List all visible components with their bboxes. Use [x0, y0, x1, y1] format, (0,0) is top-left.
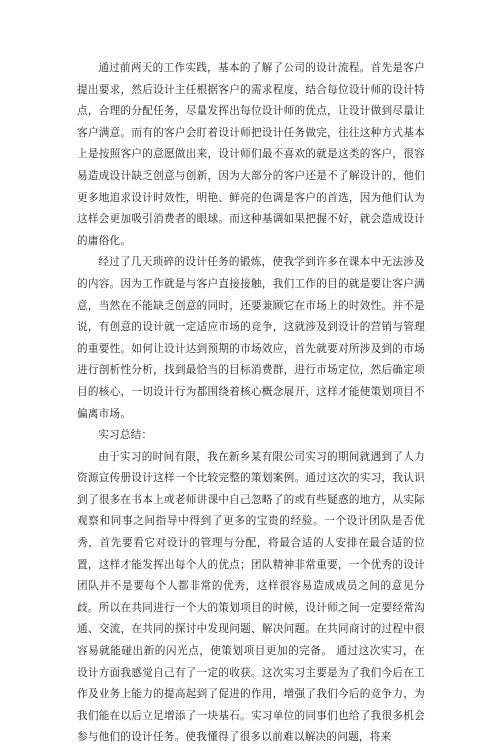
section-heading-internship-summary: 实习总结：: [98, 429, 153, 442]
paragraph-training-experience: 经过了几天琐碎的设计任务的锻炼，使我学到许多在课本中无法涉及的内容。因为工作就是与客户直接接触，我们工作的目的就是要让客户满意，当然在不能缺乏创意的同时，还要兼顾它在市场上的时效性。并不是说，有创意的设计就一定适应市场的竞争，这就涉及到设计的营销与管理的重要性。如何让设计达到预期的市场效应，首先就要对所涉及到的市场进行剖析性分析，找到最恰当的目标消费群，进行市场定位，然后确定项目的核心，一切设计行为都围绕着核心概念展开，这样才能使策划项目不偏离市场。: [77, 256, 425, 420]
paragraph-internship-summary: 由于实习的时间有限，我在新乡某有限公司实习的期间就遇到了人力资源宣传册设计这样一个比较完整的策划案例。通过这次的实习，我认识到了很多在书本上或老师讲课中自己忽略了的或有些疑惑的地方，从实际观察和同事之间指导中得到了更多的宝贵的经验。一个设计团队是否优秀，首先要看它对设计的管理与分配，将最合适的人安排在最合适的位置，这样才能发挥出每个人的优点；团队精神非常重要，一个优秀的设计团队并不是要每个人都非常的优秀，这样很容易造成成员之间的意见分歧。所以在共同进行一个大的策划项目的时候，设计师之间一定要经常沟通、交流，在共同的探讨中发现问题、解决问题。在共同商讨的过程中很容易就能碰出新的闪光点，使策划项目更加的完备。 通过这次实习，在设计方面我感觉自己有了一定的收获。这次实习主要是为了我们今后在工作及业务上能力的提高起到了促进的作用，增强了我们今后的竞争力，为我们能在以后立足增添了一块基石。实习单位的同事们也给了我很多机会参与他们的设计任务。使我懂得了很多以前难以解决的问题，将来: [77, 450, 425, 744]
document-page: [77, 58, 425, 749]
paragraph-design-workflow: 通过前两天的工作实践，基本的了解了公司的设计流程。首先是客户提出要求，然后设计主任根据客户的需求程度，结合每位设计师的设计特点，合理的分配任务，尽量发挥出每位设计师的优点，让设计做到尽量让客户满意。而有的客户会盯着设计师把设计任务做完，往往这种方式基本上是按照客户的意愿做出来，设计师们最不喜欢的就是这类的客户，很容易造成设计缺乏创意与创新，因为大部分的客户还是不了解设计的，他们更多地追求设计时效性，明艳、鲜亮的色调是客户的首选，因为他们认为这样会更加吸引消费者的眼球。而这种基调如果把握不好，就会造成设计的庸俗化。: [77, 62, 425, 247]
